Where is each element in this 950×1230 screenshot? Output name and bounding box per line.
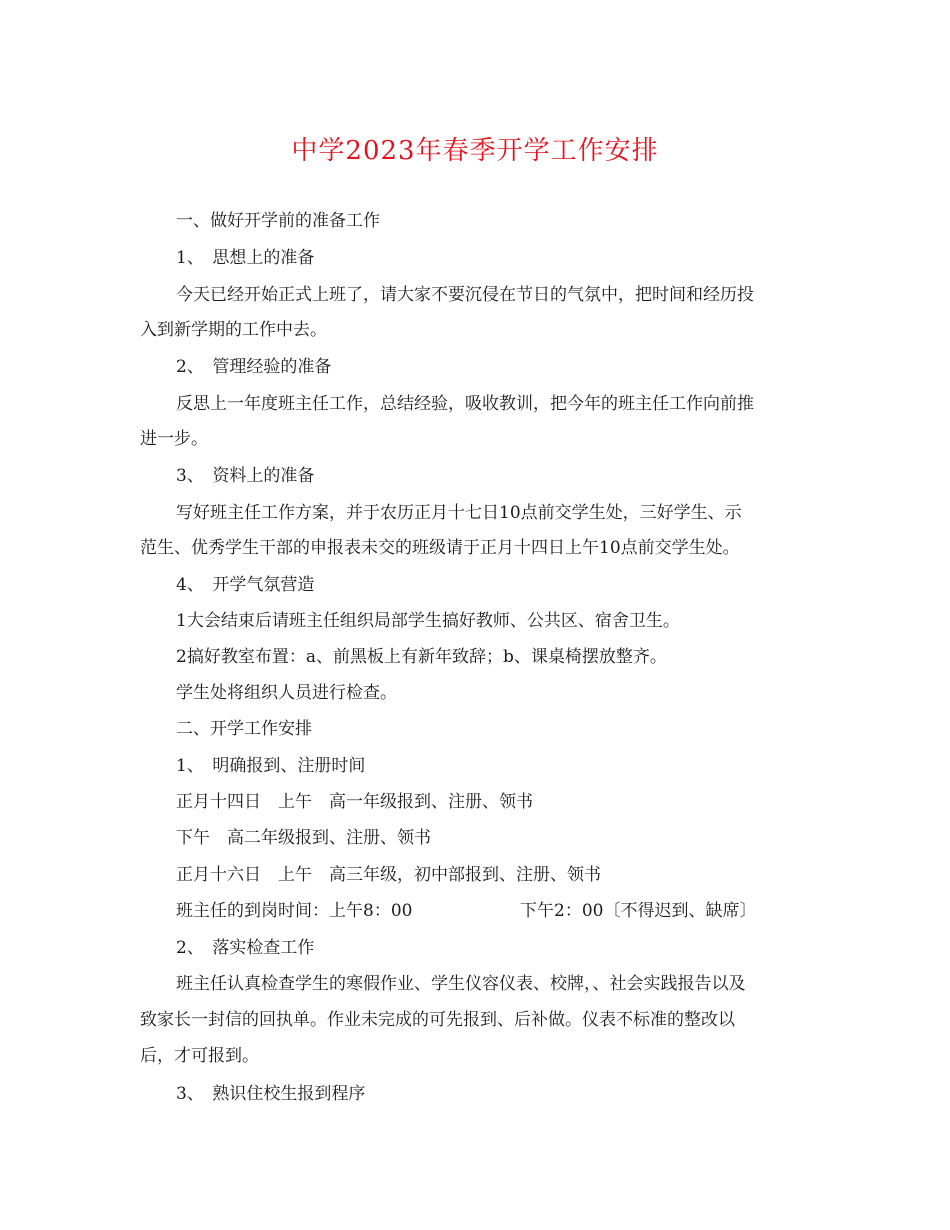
paragraph-line: 1大会结束后请班主任组织局部学生搞好教师、公共区、宿舍卫生。 <box>176 611 680 631</box>
schedule-line: 班主任的到岗时间：上午8：00 <box>176 901 413 921</box>
section-heading: 一、做好开学前的准备工作 <box>176 211 380 231</box>
subsection-heading: 1、 思想上的准备 <box>176 248 315 268</box>
subsection-heading: 2、 管理经验的准备 <box>176 357 332 377</box>
schedule-line: 正月十四日 上午 高一年级报到、注册、领书 <box>176 792 533 812</box>
subsection-heading: 1、 明确报到、注册时间 <box>176 756 366 776</box>
paragraph-line: 2搞好教室布置：a、前黑板上有新年致辞；b、课桌椅摆放整齐。 <box>176 647 667 667</box>
paragraph-line: 后，才可报到。 <box>140 1046 259 1066</box>
schedule-line: 下午 高二年级报到、注册、领书 <box>176 828 431 848</box>
paragraph-line: 写好班主任工作方案，并于农历正月十七日10点前交学生处，三好学生、示 <box>176 503 742 523</box>
schedule-line: 下午2：00〔不得迟到、缺席〕 <box>520 901 757 921</box>
document-title: 中学2023年春季开学工作安排 <box>291 136 659 166</box>
section-heading: 二、开学工作安排 <box>176 719 312 739</box>
paragraph-line: 班主任认真检查学生的寒假作业、学生仪容仪表、校牌，、社会实践报告以及 <box>176 974 746 994</box>
paragraph-line: 入到新学期的工作中去。 <box>140 320 327 340</box>
paragraph-line: 反思上一年度班主任工作，总结经验，吸收教训，把今年的班主任工作向前推 <box>176 394 754 414</box>
paragraph-line: 学生处将组织人员进行检查。 <box>176 683 397 703</box>
schedule-line: 正月十六日 上午 高三年级，初中部报到、注册、领书 <box>176 865 601 885</box>
subsection-heading: 3、 资料上的准备 <box>176 466 315 486</box>
paragraph-line: 致家长一封信的回执单。作业未完成的可先报到、后补做。仪表不标准的整改以 <box>140 1010 735 1030</box>
subsection-heading: 3、 熟识住校生报到程序 <box>176 1084 366 1104</box>
subsection-heading: 4、 开学气氛营造 <box>176 575 315 595</box>
paragraph-line: 进一步。 <box>140 429 208 449</box>
paragraph-line: 今天已经开始正式上班了，请大家不要沉侵在节日的气氛中，把时间和经历投 <box>176 285 754 305</box>
paragraph-line: 范生、优秀学生干部的申报表未交的班级请于正月十四日上午10点前交学生处。 <box>140 538 740 558</box>
subsection-heading: 2、 落实检查工作 <box>176 938 315 958</box>
